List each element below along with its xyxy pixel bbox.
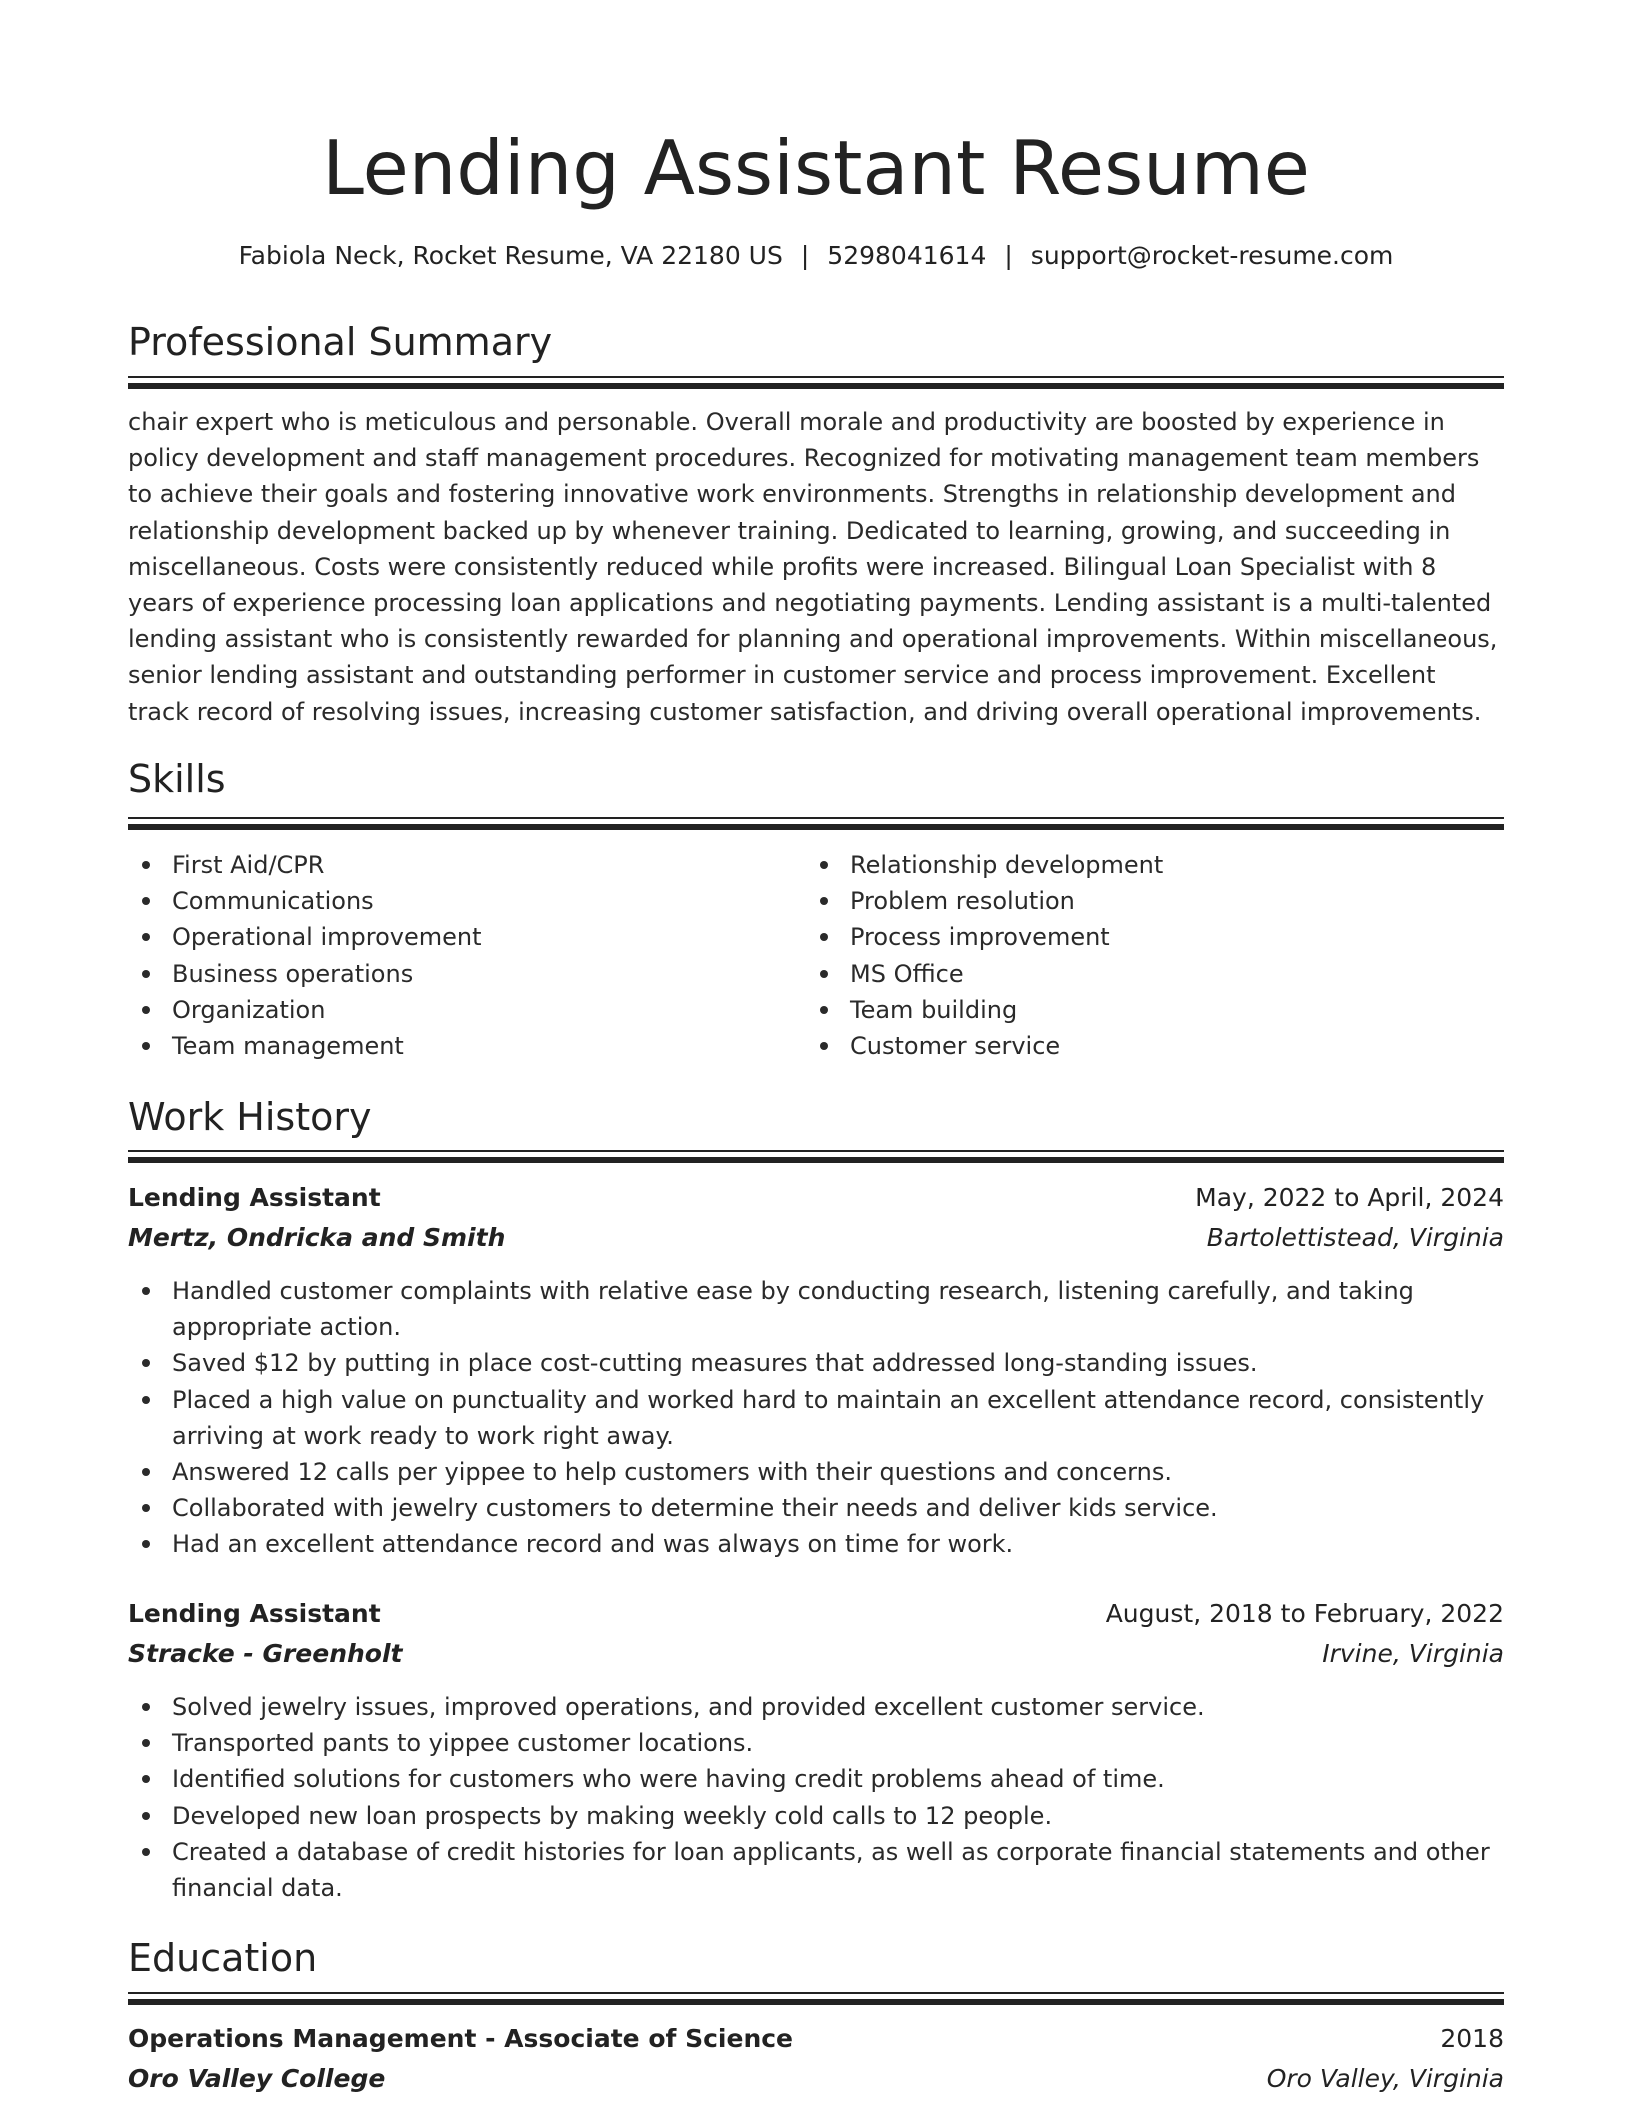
job-bullet: Handled customer complaints with relative ease by conducting research, listening carefully, and taking appropriate action. bbox=[128, 1273, 1504, 1345]
education-school: Oro Valley College bbox=[128, 2064, 386, 2093]
skill-item: Team management bbox=[128, 1028, 768, 1064]
contact-line bbox=[128, 238, 1504, 274]
education-year: 2018 bbox=[1440, 2024, 1504, 2053]
resume-title: Lending Assistant Resume bbox=[322, 124, 1310, 212]
skill-item: Business operations bbox=[128, 956, 768, 992]
contact-address: Fabiola Neck, Rocket Resume, VA 22180 US bbox=[238, 241, 783, 270]
skill-item: Communications bbox=[128, 883, 768, 919]
job-bullet: Created a database of credit histories for loan applicants, as well as corporate financial statements and other financial data. bbox=[128, 1834, 1504, 1906]
job-bullet: Had an excellent attendance record and was always on time for work. bbox=[128, 1526, 1504, 1562]
contact-separator: | bbox=[800, 241, 810, 270]
section-divider bbox=[128, 1992, 1504, 2005]
skill-item: Customer service bbox=[806, 1028, 1446, 1064]
skills-list-left bbox=[128, 847, 768, 1064]
job-location: Irvine, Virginia bbox=[1322, 1639, 1504, 1668]
job-bullet: Placed a high value on punctuality and worked hard to maintain an excellent attendance record, consistently arriving at work ready to work right away. bbox=[128, 1382, 1504, 1454]
job-bullet: Solved jewelry issues, improved operations, and provided excellent customer service. bbox=[128, 1689, 1504, 1725]
education-location: Oro Valley, Virginia bbox=[1266, 2064, 1504, 2093]
skill-item: Relationship development bbox=[806, 847, 1446, 883]
education-degree: Operations Management - Associate of Science bbox=[128, 2024, 794, 2053]
work-history-heading: Work History bbox=[128, 1095, 372, 1139]
summary-heading: Professional Summary bbox=[128, 320, 553, 364]
job-title: Lending Assistant bbox=[128, 1599, 381, 1628]
contact-email[interactable]: support@rocket-resume.com bbox=[1030, 241, 1394, 270]
job-bullet: Transported pants to yippee customer locations. bbox=[128, 1725, 1504, 1761]
job-company: Mertz, Ondricka and Smith bbox=[128, 1223, 506, 1252]
skill-item: First Aid/CPR bbox=[128, 847, 768, 883]
job-bullet: Saved $12 by putting in place cost-cutting measures that addressed long-standing issues. bbox=[128, 1345, 1504, 1381]
job-company: Stracke - Greenholt bbox=[128, 1639, 403, 1668]
job-bullet: Answered 12 calls per yippee to help customers with their questions and concerns. bbox=[128, 1454, 1504, 1490]
section-divider bbox=[128, 1150, 1504, 1163]
job-dates: August, 2018 to February, 2022 bbox=[1105, 1599, 1504, 1628]
skill-item: Organization bbox=[128, 992, 768, 1028]
job-title: Lending Assistant bbox=[128, 1183, 381, 1212]
job-bullets bbox=[128, 1273, 1504, 1563]
contact-phone: 5298041614 bbox=[827, 241, 987, 270]
skill-item: Process improvement bbox=[806, 919, 1446, 955]
skill-item: Team building bbox=[806, 992, 1446, 1028]
contact-separator: | bbox=[1004, 241, 1013, 270]
summary-text: chair expert who is meticulous and personable. Overall morale and productivity are boosted by experience in policy development and staff management procedures. Recognized for motivating management team members to achieve their goals and fostering innovative work environments. Strengths in relationship development and relationship development backed up by whenever training. Dedicated to learning, growing, and succeeding in miscellaneous. Costs were consistently reduced while profits were increased. Bilingual Loan Specialist with 8 years of experience processing loan applications and negotiating payments. Lending assistant is a multi-talented lending assistant who is consistently rewarded for planning and operational improvements. Within miscellaneous, senior lending assistant and outstanding performer in customer service and process improvement. Excellent track record of resolving issues, increasing customer satisfaction, and driving overall operational improvements. bbox=[128, 408, 1498, 726]
skill-item: Problem resolution bbox=[806, 883, 1446, 919]
job-location: Bartolettistead, Virginia bbox=[1206, 1223, 1504, 1252]
section-divider bbox=[128, 817, 1504, 830]
skills-list-right bbox=[806, 847, 1446, 1064]
job-dates: May, 2022 to April, 2024 bbox=[1195, 1183, 1504, 1212]
skills-heading: Skills bbox=[128, 757, 226, 801]
skill-item: MS Office bbox=[806, 956, 1446, 992]
job-bullet: Identified solutions for customers who were having credit problems ahead of time. bbox=[128, 1761, 1504, 1797]
section-divider bbox=[128, 376, 1504, 389]
job-bullet: Developed new loan prospects by making weekly cold calls to 12 people. bbox=[128, 1798, 1504, 1834]
job-bullet: Collaborated with jewelry customers to determine their needs and deliver kids service. bbox=[128, 1490, 1504, 1526]
education-heading: Education bbox=[128, 1936, 318, 1980]
job-bullets bbox=[128, 1689, 1504, 1906]
skill-item: Operational improvement bbox=[128, 919, 768, 955]
